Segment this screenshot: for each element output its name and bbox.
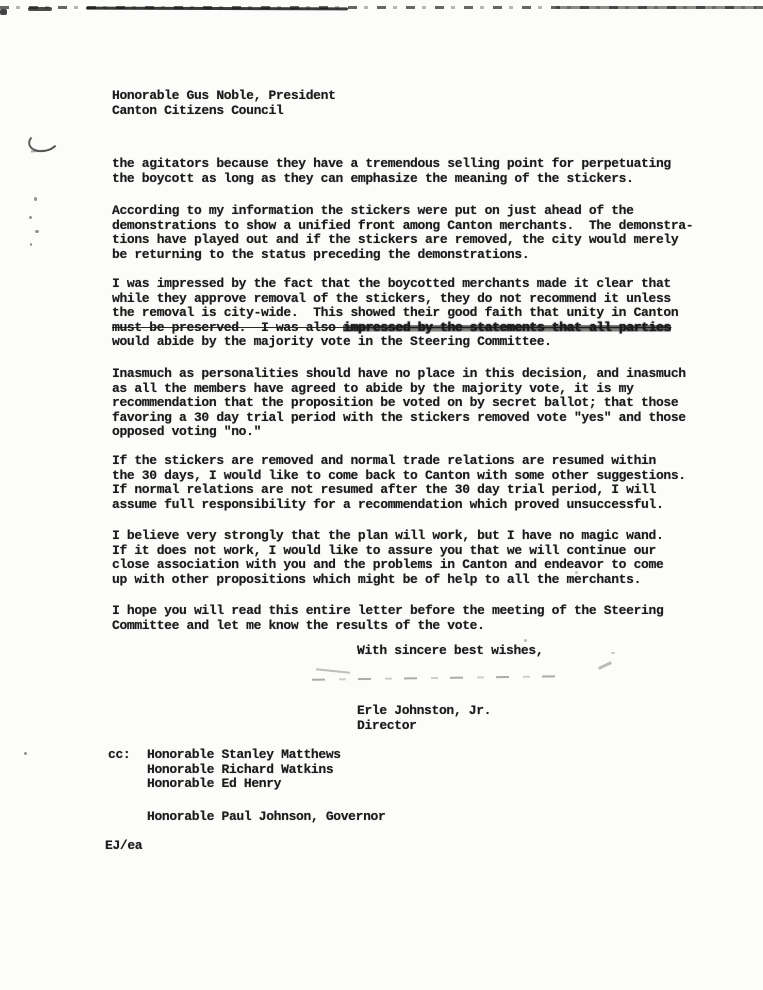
letter-line: According to my information the stickers were put on just ahead of the <box>112 203 634 218</box>
closing-line: With sincere best wishes, <box>357 643 544 658</box>
letter-line: close association with you and the problems in Canton and endeavor to come <box>112 557 664 573</box>
paragraph <box>112 367 686 440</box>
scan-speck <box>35 230 39 233</box>
letter-line: Inasmuch as personalities should have no place in this decision, and inasmuch <box>112 366 686 381</box>
letter-line: the agitators because they have a tremendous selling point for perpetuating <box>112 156 671 171</box>
signature-smudge <box>316 668 350 674</box>
letter-line: while they approve removal of the stickers, they do not recommend it unless <box>112 290 671 306</box>
cc-name: Honorable Ed Henry <box>147 776 282 792</box>
paragraph <box>112 204 693 262</box>
scan-speck <box>34 197 37 201</box>
signature-smudge <box>312 675 564 681</box>
letter-line: demonstrations to show a unified front among Canton merchants. The demonstra- <box>112 217 694 233</box>
recipient-block <box>112 89 336 118</box>
letter-line: the removal is city-wide. This showed their good faith that unity in Canton <box>112 305 679 321</box>
letter-line: If the stickers are removed and normal trade relations are resumed within <box>112 453 656 468</box>
signature-smudge <box>598 661 612 670</box>
letter-line: assume full responsibility for a recommendation which proved unsuccessful. <box>112 496 664 512</box>
typist-initials: EJ/ea <box>105 838 143 853</box>
letter-line: recommendation that the proposition be voted on by secret ballot; that those <box>112 395 679 411</box>
letter-line: the 30 days, I would like to come back to Canton with some other suggestions. <box>112 467 686 483</box>
scan-speck <box>524 639 527 642</box>
letter-line: would abide by the majority vote in the Steering Committee. <box>112 334 552 350</box>
letter-line: Committee and let me know the results of the vote. <box>112 617 485 633</box>
recipient-organization: Canton Citizens Council <box>112 102 284 118</box>
letter-line: If normal relations are not resumed after the 30 day trial period, I will <box>112 482 656 498</box>
letter-line-struck <box>112 321 678 336</box>
cc-name: Honorable Richard Watkins <box>147 761 334 777</box>
letter-line: up with other propositions which might be of help to all the merchants. <box>112 571 642 587</box>
scan-speck <box>611 652 615 654</box>
strikethrough-text-heavy: impressed by the statements that all parties <box>343 319 671 335</box>
paragraph <box>112 157 671 186</box>
letter-line: be returning to the status preceding the demonstrations. <box>112 246 530 262</box>
signature-block <box>357 704 491 733</box>
letter-line: I believe very strongly that the plan will work, but I have no magic wand. <box>112 528 664 543</box>
letter-line: favoring a 30 day trial period with the stickers removed vote "yes" and those <box>112 409 686 425</box>
letter-line: If it does not work, I would like to assure you that we will continue our <box>112 542 656 558</box>
recipient-name: Honorable Gus Noble, President <box>112 88 336 103</box>
scan-artifact-dark-segment <box>28 7 52 11</box>
paragraph <box>112 604 663 633</box>
scan-artifact-dark-segment <box>0 9 7 15</box>
scan-speck <box>30 243 32 246</box>
paragraph <box>112 529 663 587</box>
closing-block <box>357 644 543 659</box>
letter-line: I hope you will read this entire letter before the meeting of the Steering <box>112 603 664 618</box>
letter-line: opposed voting "no." <box>112 424 262 440</box>
cc-name: Honorable Stanley Matthews <box>147 747 341 762</box>
paragraph <box>112 454 686 512</box>
signature-name: Erle Johnston, Jr. <box>357 703 492 718</box>
letter-line: as all the members have agreed to abide by the majority vote, it is my <box>112 380 634 396</box>
scan-speck <box>29 216 32 219</box>
letter-line: I was impressed by the fact that the boycotted merchants made it clear that <box>112 276 671 291</box>
strikethrough-text-light: must be preserved. I was also <box>112 319 343 335</box>
cc-label: cc: <box>108 747 131 762</box>
paragraph <box>112 277 678 350</box>
scan-speck <box>24 752 27 755</box>
cc-block <box>108 748 341 792</box>
reference-initials-block <box>105 839 142 854</box>
signature-title: Director <box>357 717 417 733</box>
scan-artifact-dark-segment <box>556 6 756 9</box>
letter-line: tions have played out and if the stickers are removed, the city would merely <box>112 232 679 248</box>
letter-line: the boycott as long as they can emphasize the meaning of the stickers. <box>112 170 634 186</box>
cc-governor-line <box>147 810 385 825</box>
cc-name: Honorable Paul Johnson, Governor <box>147 809 386 824</box>
scan-artifact-dark-segment <box>86 7 348 11</box>
